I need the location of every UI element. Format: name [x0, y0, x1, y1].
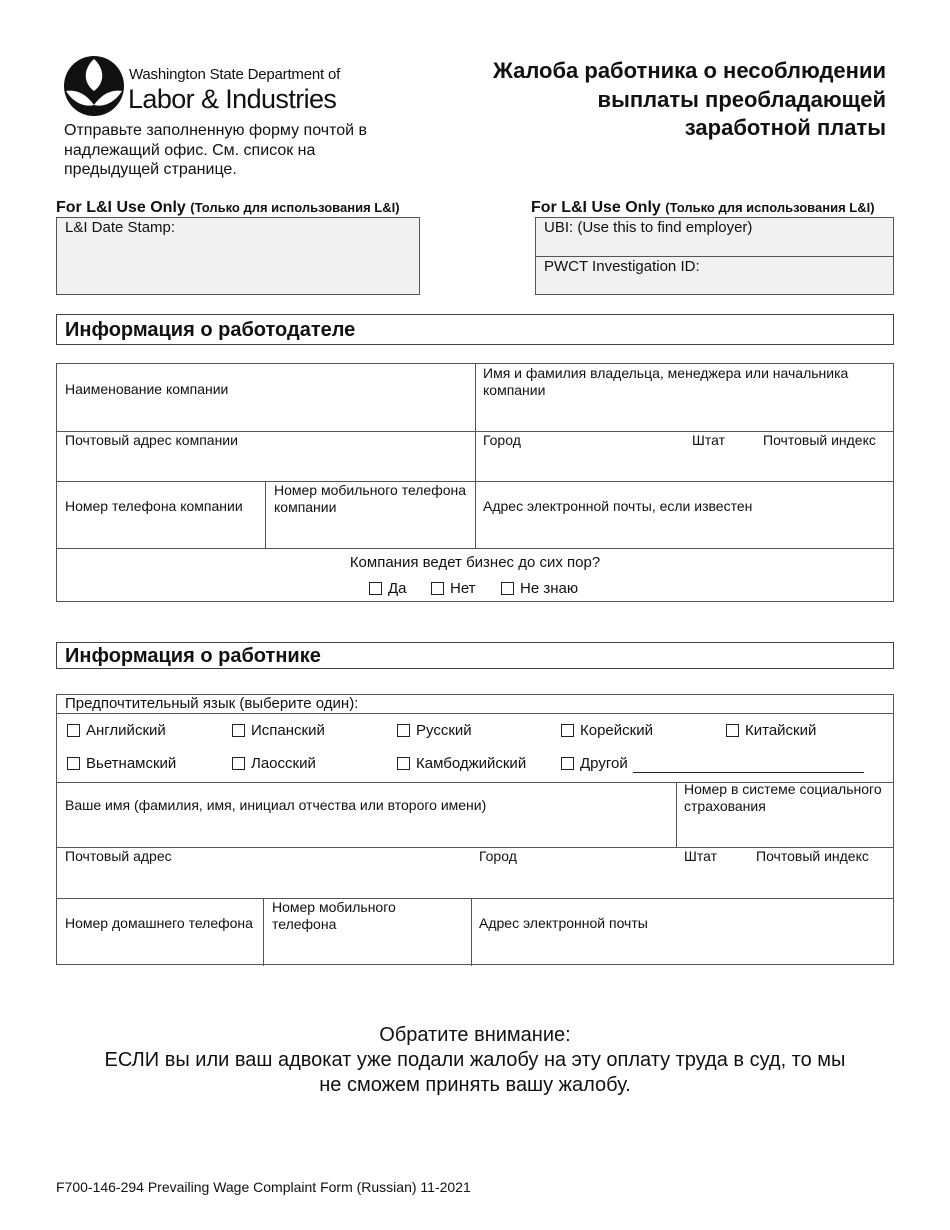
employer-info-table — [56, 363, 894, 602]
worker-section-title: Информация о работнике — [56, 642, 894, 669]
office-use-note: (Только для использования L&I) — [190, 200, 400, 215]
checkbox-icon — [431, 582, 444, 595]
title-line: заработной платы — [684, 115, 886, 140]
company-email-label: Адрес электронной почты, если известен — [483, 498, 753, 514]
language-korean[interactable]: Корейский — [561, 722, 653, 739]
owner-name-label: Имя и фамилия владельца, менеджера или начальника компании — [483, 365, 849, 398]
ssn-label: Номер в системе социального страхования — [684, 781, 882, 814]
checkbox-icon — [501, 582, 514, 595]
notice-line: не сможем принять вашу жалобу. — [319, 1074, 631, 1096]
ubi-label: UBI: (Use this to find employer) — [544, 219, 753, 236]
page-title — [416, 57, 886, 143]
language-vietnamese[interactable]: Вьетнамский — [67, 755, 176, 772]
office-use-ids-box — [535, 217, 894, 295]
logo-agency-line: Washington State Department of — [129, 66, 341, 83]
title-line: выплаты преобладающей — [597, 86, 886, 112]
state-label: Штат — [692, 432, 725, 448]
checkbox-icon — [561, 757, 574, 770]
checkbox-icon — [232, 757, 245, 770]
company-name-label: Наименование компании — [65, 381, 229, 397]
language-prompt: Предпочтительный язык (выберите один): — [65, 695, 359, 712]
option-no[interactable]: Нет — [431, 580, 476, 597]
instructions-line: Отправьте заполненную форму почтой в — [64, 122, 368, 139]
instructions-line: предыдущей странице. — [64, 161, 237, 178]
language-cambodian[interactable]: Камбоджийский — [397, 755, 526, 772]
worker-email-label: Адрес электронной почты — [479, 915, 648, 931]
notice-heading: Обратите внимание: — [379, 1024, 571, 1046]
language-english[interactable]: Английский — [67, 722, 166, 739]
logo-agency-name: Labor & Industries — [128, 84, 337, 114]
office-use-note: (Только для использования L&I) — [665, 200, 875, 215]
city-label: Город — [483, 432, 521, 448]
checkbox-icon — [67, 724, 80, 737]
language-other[interactable]: Другой — [561, 755, 628, 772]
option-yes[interactable]: Да — [369, 580, 407, 597]
checkbox-icon — [369, 582, 382, 595]
notice-line: ЕСЛИ вы или ваш адвокат уже подали жалобу на эту оплату труда в суд, то мы — [104, 1049, 846, 1071]
company-phone-label: Номер телефона компании — [65, 498, 243, 514]
office-use-heading-right — [531, 199, 875, 217]
zip-label: Почтовый индекс — [763, 432, 876, 448]
checkbox-icon — [561, 724, 574, 737]
checkbox-icon — [726, 724, 739, 737]
checkbox-icon — [67, 757, 80, 770]
other-language-blank[interactable] — [633, 772, 864, 773]
employer-section-title: Информация о работодателе — [56, 314, 894, 345]
language-spanish[interactable]: Испанский — [232, 722, 325, 739]
pwct-id-label: PWCT Investigation ID: — [544, 258, 700, 275]
office-use-label: For L&I Use Only — [531, 199, 661, 216]
worker-state-label: Штат — [684, 848, 717, 864]
lni-logo-icon — [63, 55, 125, 117]
company-address-label: Почтовый адрес компании — [65, 432, 238, 448]
worker-address-label: Почтовый адрес — [65, 848, 172, 864]
office-use-heading-left — [56, 199, 400, 217]
mobile-phone-label: Номер мобильного телефона — [272, 899, 396, 932]
checkbox-icon — [232, 724, 245, 737]
mailing-instructions — [64, 121, 424, 180]
instructions-line: надлежащий офис. См. список на — [64, 141, 316, 159]
language-russian[interactable]: Русский — [397, 722, 472, 739]
date-stamp-box — [56, 217, 420, 295]
company-mobile-label: Номер мобильного телефона компании — [274, 482, 467, 515]
office-use-label: For L&I Use Only — [56, 199, 186, 216]
checkbox-icon — [397, 724, 410, 737]
home-phone-label: Номер домашнего телефона — [65, 915, 253, 931]
notice-block — [40, 1023, 910, 1098]
form-id-footer: F700-146-294 Prevailing Wage Complaint Form (Russian) 11-2021 — [56, 1179, 471, 1195]
option-dont-know[interactable]: Не знаю — [501, 580, 578, 597]
worker-zip-label: Почтовый индекс — [756, 848, 869, 864]
language-chinese[interactable]: Китайский — [726, 722, 816, 739]
in-business-question: Компания ведет бизнес до сих пор? — [349, 554, 601, 571]
worker-city-label: Город — [479, 848, 517, 864]
checkbox-icon — [397, 757, 410, 770]
date-stamp-label: L&I Date Stamp: — [65, 219, 176, 236]
worker-name-label: Ваше имя (фамилия, имя, инициал отчества или второго имени) — [65, 797, 487, 813]
title-line: Жалоба работника о несоблюдении — [492, 58, 886, 83]
worker-info-table — [56, 694, 894, 965]
language-lao[interactable]: Лаосский — [232, 755, 316, 772]
